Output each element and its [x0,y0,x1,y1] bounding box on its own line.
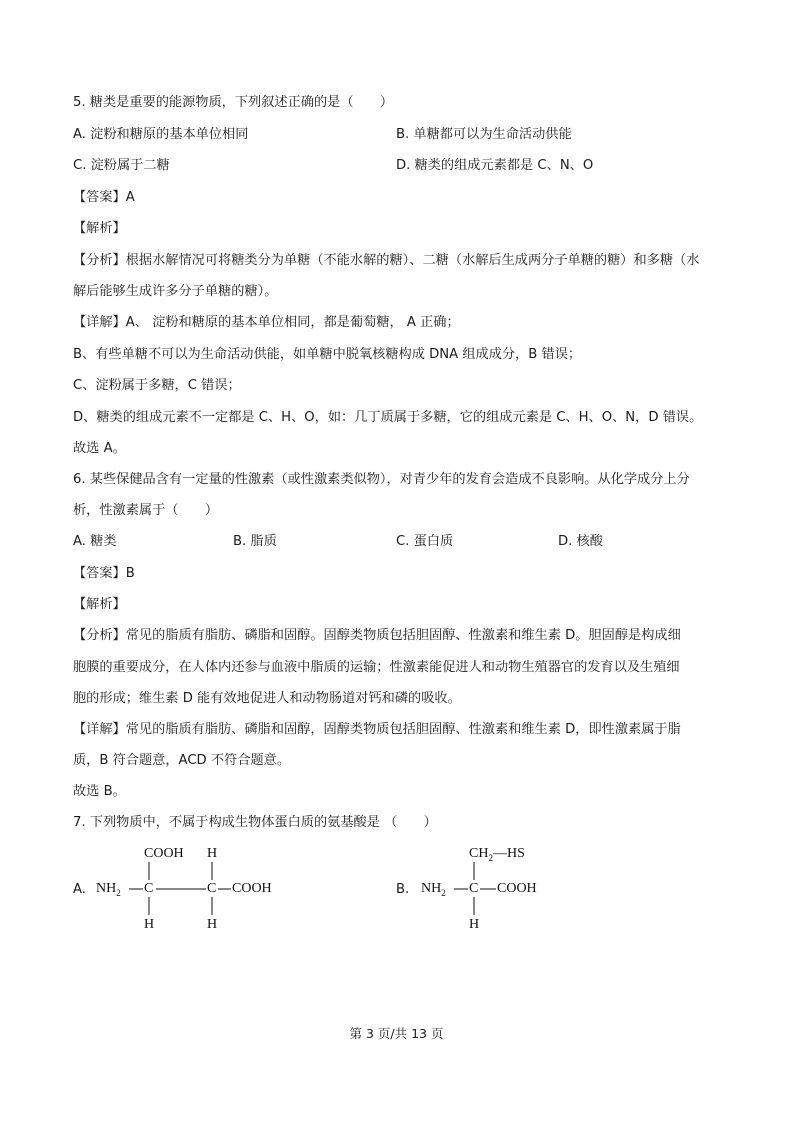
b-left-nh2 [421,881,446,901]
q5-answer: 【答案】A [73,190,135,205]
q6-stem-line-1: 6. 某些保健品含有一定量的性激素（或性激素类似物），对青少年的发育会造成不良影响。从化学成分上分 [73,472,690,487]
q6-option-d: D. 核酸 [558,534,603,549]
q7-stem: 7. 下列物质中，不属于构成生物体蛋白质的氨基酸是 （ ） [73,815,437,830]
q7-option-a-label: A. [73,882,86,897]
a-left-nh2 [96,881,121,901]
b-hs-text: —HS [492,846,525,861]
q5-option-c: C. 淀粉属于二糖 [73,158,170,173]
q6-fenxi-line-2: 胞膜的重要成分，在人体内还参与血液中脂质的运输；性激素能促进人和动物生殖器官的发育以及生殖细 [73,660,680,675]
b-right-cooh: COOH [497,881,537,896]
q5-xiangjie-line-3: C、淀粉属于多糖，C 错误； [73,378,241,393]
q6-conclusion: 故选 B。 [73,784,126,799]
a-top-cooh: COOH [144,846,184,861]
q5-xiangjie-line-4: D、糖类的组成元素不一定都是 C、H、O，如：几丁质属于多糖，它的组成元素是 C、H、O、N，D 错误。 [73,410,703,425]
q5-fenxi-line-2: 解后能够生成许多分子单糖的糖）。 [73,284,278,299]
q5-option-a: A. 淀粉和糖原的基本单位相同 [73,127,249,142]
a-bottom-h2: H [207,917,218,932]
q7-option-b-label: B. [396,882,410,897]
a-carbon-2: C [207,881,217,896]
page-footer: 第 3 页/共 13 页 [349,1026,444,1041]
b-ch-text: CH [469,846,489,861]
q6-option-a: A. 糖类 [73,534,117,549]
q6-fenxi-line-1: 【分析】常见的脂质有脂肪、磷脂和固醇。固醇类物质包括胆固醇、性激素和维生素 D。胆固醇是构成细 [73,628,681,643]
a-bottom-h1: H [144,917,155,932]
a-top-h: H [207,846,218,861]
q6-analysis-heading: 【解析】 [73,597,126,612]
q6-option-c: C. 蛋白质 [396,534,454,549]
b-nh-text: NH [421,881,442,896]
q5-xiangjie-line-1: 【详解】A、 淀粉和糖原的基本单位相同，都是葡萄糖， A 正确； [73,315,460,330]
q5-xiangjie-line-2: B、有些单糖不可以为生命活动供能，如单糖中脱氧核糖构成 DNA 组成成分，B 错误； [73,347,582,362]
q6-xiangjie-line-1: 【详解】常见的脂质有脂肪、磷脂和固醇，固醇类物质包括胆固醇、性激素和维生素 D，即性激素属于脂 [73,722,681,737]
b-bottom-h: H [469,917,480,932]
b-ch2-subscript: 2 [488,852,493,863]
q5-option-b: B. 单糖都可以为生命活动供能 [396,127,572,142]
a-nh-text: NH [96,881,117,896]
b-nh2-subscript: 2 [441,887,446,898]
q5-fenxi-line-1: 【分析】根据水解情况可将糖类分为单糖（不能水解的糖）、二糖（水解后生成两分子单糖的糖）和多糖（水 [73,253,700,268]
q6-option-b: B. 脂质 [233,534,277,549]
b-top-ch2-hs [469,846,525,866]
q5-option-d: D. 糖类的组成元素都是 C、N、O [396,158,594,173]
b-carbon: C [469,881,479,896]
q6-stem-line-2: 析，性激素属于（ ） [73,503,219,518]
q5-stem: 5. 糖类是重要的能源物质，下列叙述正确的是（ ） [73,95,394,110]
a-carbon-1: C [144,881,154,896]
q6-answer: 【答案】B [73,566,135,581]
q5-conclusion: 故选 A。 [73,441,126,456]
a-nh2-subscript: 2 [116,887,121,898]
q6-xiangjie-line-2: 质，B 符合题意，ACD 不符合题意。 [73,753,291,768]
q5-analysis-heading: 【解析】 [73,221,126,236]
q6-fenxi-line-3: 胞的形成；维生素 D 能有效地促进人和动物肠道对钙和磷的吸收。 [73,691,461,706]
a-right-cooh: COOH [232,881,272,896]
